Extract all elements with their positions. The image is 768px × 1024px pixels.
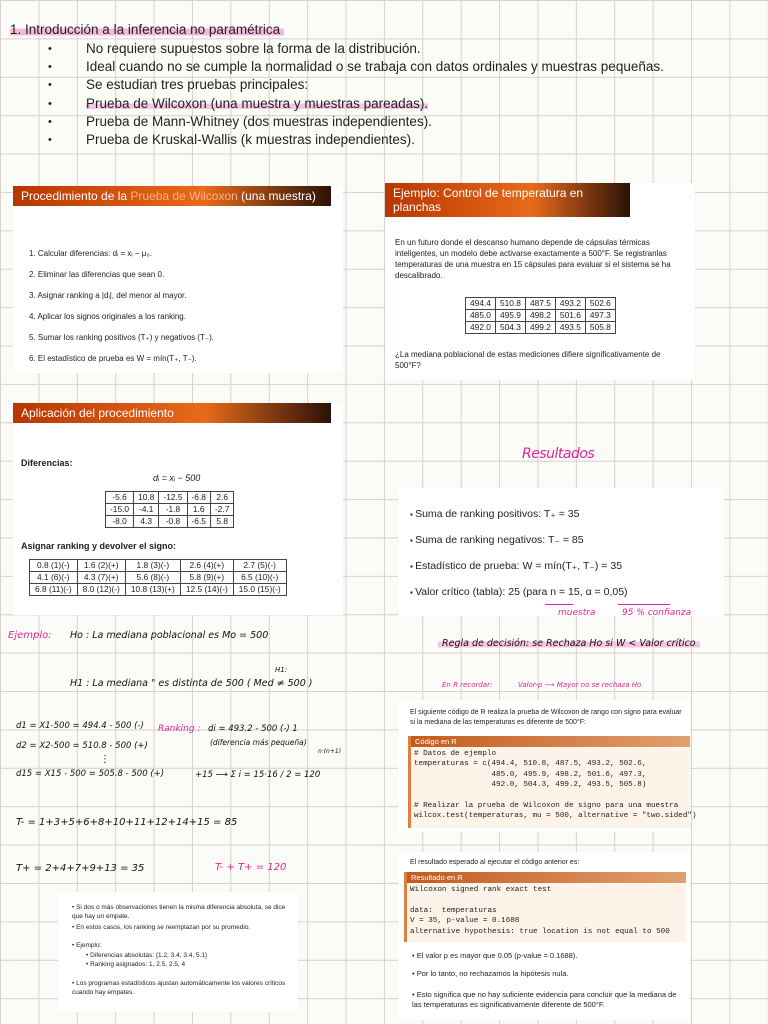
result-bullet: ▪ Estadístico de prueba: W = mín(T₊, T₋) = 35 xyxy=(410,560,622,572)
code-content: # Datos de ejemplo temperaturas = c(494.4, 510.8, 487.5, 493.2, 502.6, 485.0, 495.9, 498.2, 501.6, 497.3, 492.0, 504.3, 499.2, 493.5, 505.8) # Realizar la prueba de Wilcoxon de signo para una muestra wilcox.test(temperaturas, mu = 500, alternative = "two.sided") xyxy=(414,750,697,821)
underline-mark xyxy=(545,604,573,605)
table-cell: 15.0 (15)(-) xyxy=(233,584,286,596)
step-item: 4. Aplicar los signos originales a los ranking. xyxy=(29,312,186,321)
handwritten-regla: Regla de decisión: se Rechaza Ho si W < Valor crítico xyxy=(438,638,700,649)
handwritten-h0: Ho : La mediana poblacional es Mo = 500 xyxy=(70,630,269,641)
table-row xyxy=(466,322,616,334)
handwritten-suma: +15 ⟶ Σ i = 15·16 / 2 = 120 xyxy=(195,770,321,780)
handwritten-ranking-note: (diferencia más pequeña) xyxy=(210,738,307,747)
table-row xyxy=(106,492,234,504)
intro-bullet: • Prueba de Kruskal-Wallis (k muestras independientes). xyxy=(40,131,664,149)
result-bullet: ▪ Suma de ranking negativos: T₋ = 85 xyxy=(410,534,584,546)
ties-sub-bullet: • Diferencias absolutas: {1.2, 3.4, 3.4, 5.1} xyxy=(86,952,286,961)
table-cell: -2.7 xyxy=(210,504,233,516)
table-cell: -8.0 xyxy=(106,516,134,528)
handwritten-ejemplo: Ejemplo: xyxy=(8,630,52,641)
intro-bullet-list xyxy=(40,40,664,149)
output-intro: El resultado esperado al ejecutar el código anterior es: xyxy=(410,859,580,866)
example-text: En un futuro donde el descanso humano depende de cápsulas térmicas inteligentes, un modelo debe activarse exactamente a 500°F. Se registranlas temperaturas de una muestra en 15 cápsulas para evaluar si el sistema se ha descalibrado. xyxy=(395,238,671,280)
result-bullet: ▪ Valor crítico (tabla): 25 (para n = 15, α = 0,05) xyxy=(410,586,628,598)
note-muestra: muestra xyxy=(558,608,596,618)
table-cell: 497.3 xyxy=(585,310,615,322)
ties-bullet: • Los programas estadísticos ajustan automáticamente los valores críticos cuando hay empates. xyxy=(72,980,292,997)
table-cell: -1.8 xyxy=(159,504,187,516)
step-item: 5. Sumar los ranking positivos (T₊) y negativos (T₋). xyxy=(29,333,214,342)
handwritten-h1: H1 : La mediana " es distinta de 500 ( Med ≠ 500 ) xyxy=(70,678,313,689)
table-row xyxy=(466,298,616,310)
table-row xyxy=(30,572,287,584)
slide-aplicacion xyxy=(13,403,343,615)
output-bullet: • Por lo tanto, no rechazamos la hipótesis nula. xyxy=(412,970,682,979)
output-header: Resultado en R xyxy=(407,872,686,883)
ties-bullet: • Ejemplo: xyxy=(72,942,292,951)
table-cell: 0.8 (1)(-) xyxy=(30,560,78,572)
table-cell: 12.5 (14)(-) xyxy=(180,584,233,596)
ranking-table xyxy=(29,559,287,596)
ranking-label: Asignar ranking y devolver el signo: xyxy=(21,541,177,551)
handwritten-dots: ⋮ xyxy=(100,754,110,765)
ties-bullet: • Si dos o más observaciones tienen la misma diferencia absoluta, se dice que hay un empate. xyxy=(72,904,292,921)
table-cell: 5.8 (9)(+) xyxy=(180,572,233,584)
handwritten-ranking: Ranking : xyxy=(158,724,201,734)
results-handwritten-title: Resultados xyxy=(522,446,595,462)
output-bullet: • Esto significa que no hay suficiente evidencia para concluir que la mediana de las temperaturas es significativamente diferente de 500°F. xyxy=(412,990,682,1010)
handwritten-d2: d2 = X2-500 = 510.8 - 500 (+) xyxy=(16,741,148,751)
handwritten-t-plus: T+ = 2+4+7+9+13 = 35 xyxy=(16,863,145,874)
table-cell: 6.8 (11)(-) xyxy=(30,584,78,596)
code-box xyxy=(408,736,697,828)
table-cell: 493.5 xyxy=(555,322,585,334)
table-cell: 485.0 xyxy=(466,310,496,322)
step-item: 1. Calcular diferencias: dᵢ = xᵢ − μ₀. xyxy=(29,249,152,258)
temperature-table xyxy=(465,297,616,334)
handwritten-nmas1: n·(n+1) xyxy=(318,748,342,755)
code-slide xyxy=(398,700,697,832)
table-cell: 2.7 (5)(-) xyxy=(233,560,286,572)
handwritten-t-total: T- + T+ = 120 xyxy=(215,862,287,873)
table-cell: 495.9 xyxy=(495,310,525,322)
ties-box xyxy=(58,892,298,1012)
table-cell: -4.1 xyxy=(134,504,159,516)
table-row xyxy=(106,516,234,528)
table-cell: 494.4 xyxy=(466,298,496,310)
table-cell: 505.8 xyxy=(585,322,615,334)
output-bullet: • El valor p es mayor que 0.05 (p-value = 0.1688). xyxy=(412,952,682,961)
step-item: 2. Eliminar las diferencias que sean 0. xyxy=(29,270,165,279)
table-cell: 487.5 xyxy=(525,298,555,310)
table-cell: 6.5 (10)(-) xyxy=(233,572,286,584)
table-cell: 492.0 xyxy=(466,322,496,334)
table-cell: 8.0 (12)(-) xyxy=(77,584,125,596)
slide-header: Aplicación del procedimiento xyxy=(13,403,331,423)
result-bullet: ▪ Suma de ranking positivos: T₊ = 35 xyxy=(410,508,579,520)
results-box xyxy=(398,488,724,616)
table-cell: -12.5 xyxy=(159,492,187,504)
handwritten-h1-tag: H1: xyxy=(275,666,288,674)
slide-ejemplo xyxy=(385,183,695,380)
table-row xyxy=(466,310,616,322)
handwritten-t-minus: T- = 1+3+5+6+8+10+11+12+14+15 = 85 xyxy=(16,817,238,828)
handwritten-ranking-expr: di = 493.2 - 500 (-) 1 xyxy=(208,724,298,734)
slide-procedimiento xyxy=(13,186,343,373)
differences-table xyxy=(105,491,234,528)
handwritten-d1: d1 = X1-500 = 494.4 - 500 (-) xyxy=(16,721,144,731)
table-cell: -5.6 xyxy=(106,492,134,504)
slide-header: Ejemplo: Control de temperatura en planchas xyxy=(385,183,630,217)
table-cell: -6.8 xyxy=(187,492,210,504)
output-slide xyxy=(398,852,690,1020)
table-cell: 4.3 (7)(+) xyxy=(77,572,125,584)
table-cell: 2.6 (4)(+) xyxy=(180,560,233,572)
table-cell: 5.6 (8)(-) xyxy=(125,572,180,584)
table-cell: 1.6 (2)(+) xyxy=(77,560,125,572)
section-title: 1. Introducción a la inferencia no paramétrica xyxy=(10,22,284,37)
differences-formula: dᵢ = xᵢ − 500 xyxy=(153,473,201,483)
intro-bullet: • Ideal cuando no se cumple la normalidad o se trabaja con datos ordinales y muestras pequeñas. xyxy=(40,58,664,76)
ties-bullet: • En estos casos, los ranking se reemplazan por su promedio. xyxy=(72,924,292,933)
table-cell: 10.8 xyxy=(134,492,159,504)
table-cell: 510.8 xyxy=(495,298,525,310)
step-item: 3. Asignar ranking a |dᵢ|, del menor al mayor. xyxy=(29,291,187,300)
code-intro: El siguiente código de R realiza la prueba de Wilcoxon de rango con signo para evaluar si la mediana de las temperaturas es diferente de 500°F: xyxy=(410,709,682,726)
table-cell: 502.6 xyxy=(585,298,615,310)
table-cell: 501.6 xyxy=(555,310,585,322)
table-cell: 499.2 xyxy=(525,322,555,334)
table-cell: 493.2 xyxy=(555,298,585,310)
table-cell: 5.8 xyxy=(210,516,233,528)
example-question: ¿La mediana poblacional de estas mediciones difiere significativamente de 500°F? xyxy=(395,350,661,370)
table-row xyxy=(106,504,234,516)
table-cell: 4.1 (6)(-) xyxy=(30,572,78,584)
table-row xyxy=(30,584,287,596)
table-cell: 10.8 (13)(+) xyxy=(125,584,180,596)
step-item: 6. El estadístico de prueba es W = mín(T₊, T₋). xyxy=(29,354,197,363)
table-row xyxy=(30,560,287,572)
handwritten-d15: d15 = X15 - 500 = 505.8 - 500 (+) xyxy=(16,769,165,779)
intro-bullet-highlighted: • Prueba de Wilcoxon (una muestra y muestras pareadas). xyxy=(40,95,664,113)
table-cell: -0.8 xyxy=(159,516,187,528)
table-cell: -15.0 xyxy=(106,504,134,516)
ties-sub-bullet: • Ranking asignados: 1, 2.5, 2.5, 4 xyxy=(86,961,286,970)
table-cell: 4.3 xyxy=(134,516,159,528)
output-content: Wilcoxon signed rank exact test data: temperaturas V = 35, p-value = 0.1688 alternative hypothesis: true location is not equal to 500 xyxy=(410,886,670,936)
underline-mark xyxy=(618,604,670,605)
table-cell: 1.6 xyxy=(187,504,210,516)
table-cell: 1.8 (3)(-) xyxy=(125,560,180,572)
table-cell: 498.2 xyxy=(525,310,555,322)
note-confianza: 95 % confianza xyxy=(622,608,692,618)
handwritten-en-r-note: Valor-p ⟶ Mayor no se rechaza Ho xyxy=(518,681,642,689)
table-cell: 504.3 xyxy=(495,322,525,334)
table-cell: 2.6 xyxy=(210,492,233,504)
differences-label: Diferencias: xyxy=(21,458,73,468)
intro-bullet: • Se estudian tres pruebas principales: xyxy=(40,76,664,94)
intro-bullet: • No requiere supuestos sobre la forma de la distribución. xyxy=(40,40,664,58)
intro-bullet: • Prueba de Mann-Whitney (dos muestras independientes). xyxy=(40,113,664,131)
handwritten-en-r: En R recordar: xyxy=(442,681,493,689)
slide-header: Procedimiento de la Prueba de Wilcoxon (una muestra) xyxy=(13,186,331,206)
table-cell: -6.5 xyxy=(187,516,210,528)
output-box xyxy=(404,872,686,942)
code-header: Código en R xyxy=(411,736,690,747)
